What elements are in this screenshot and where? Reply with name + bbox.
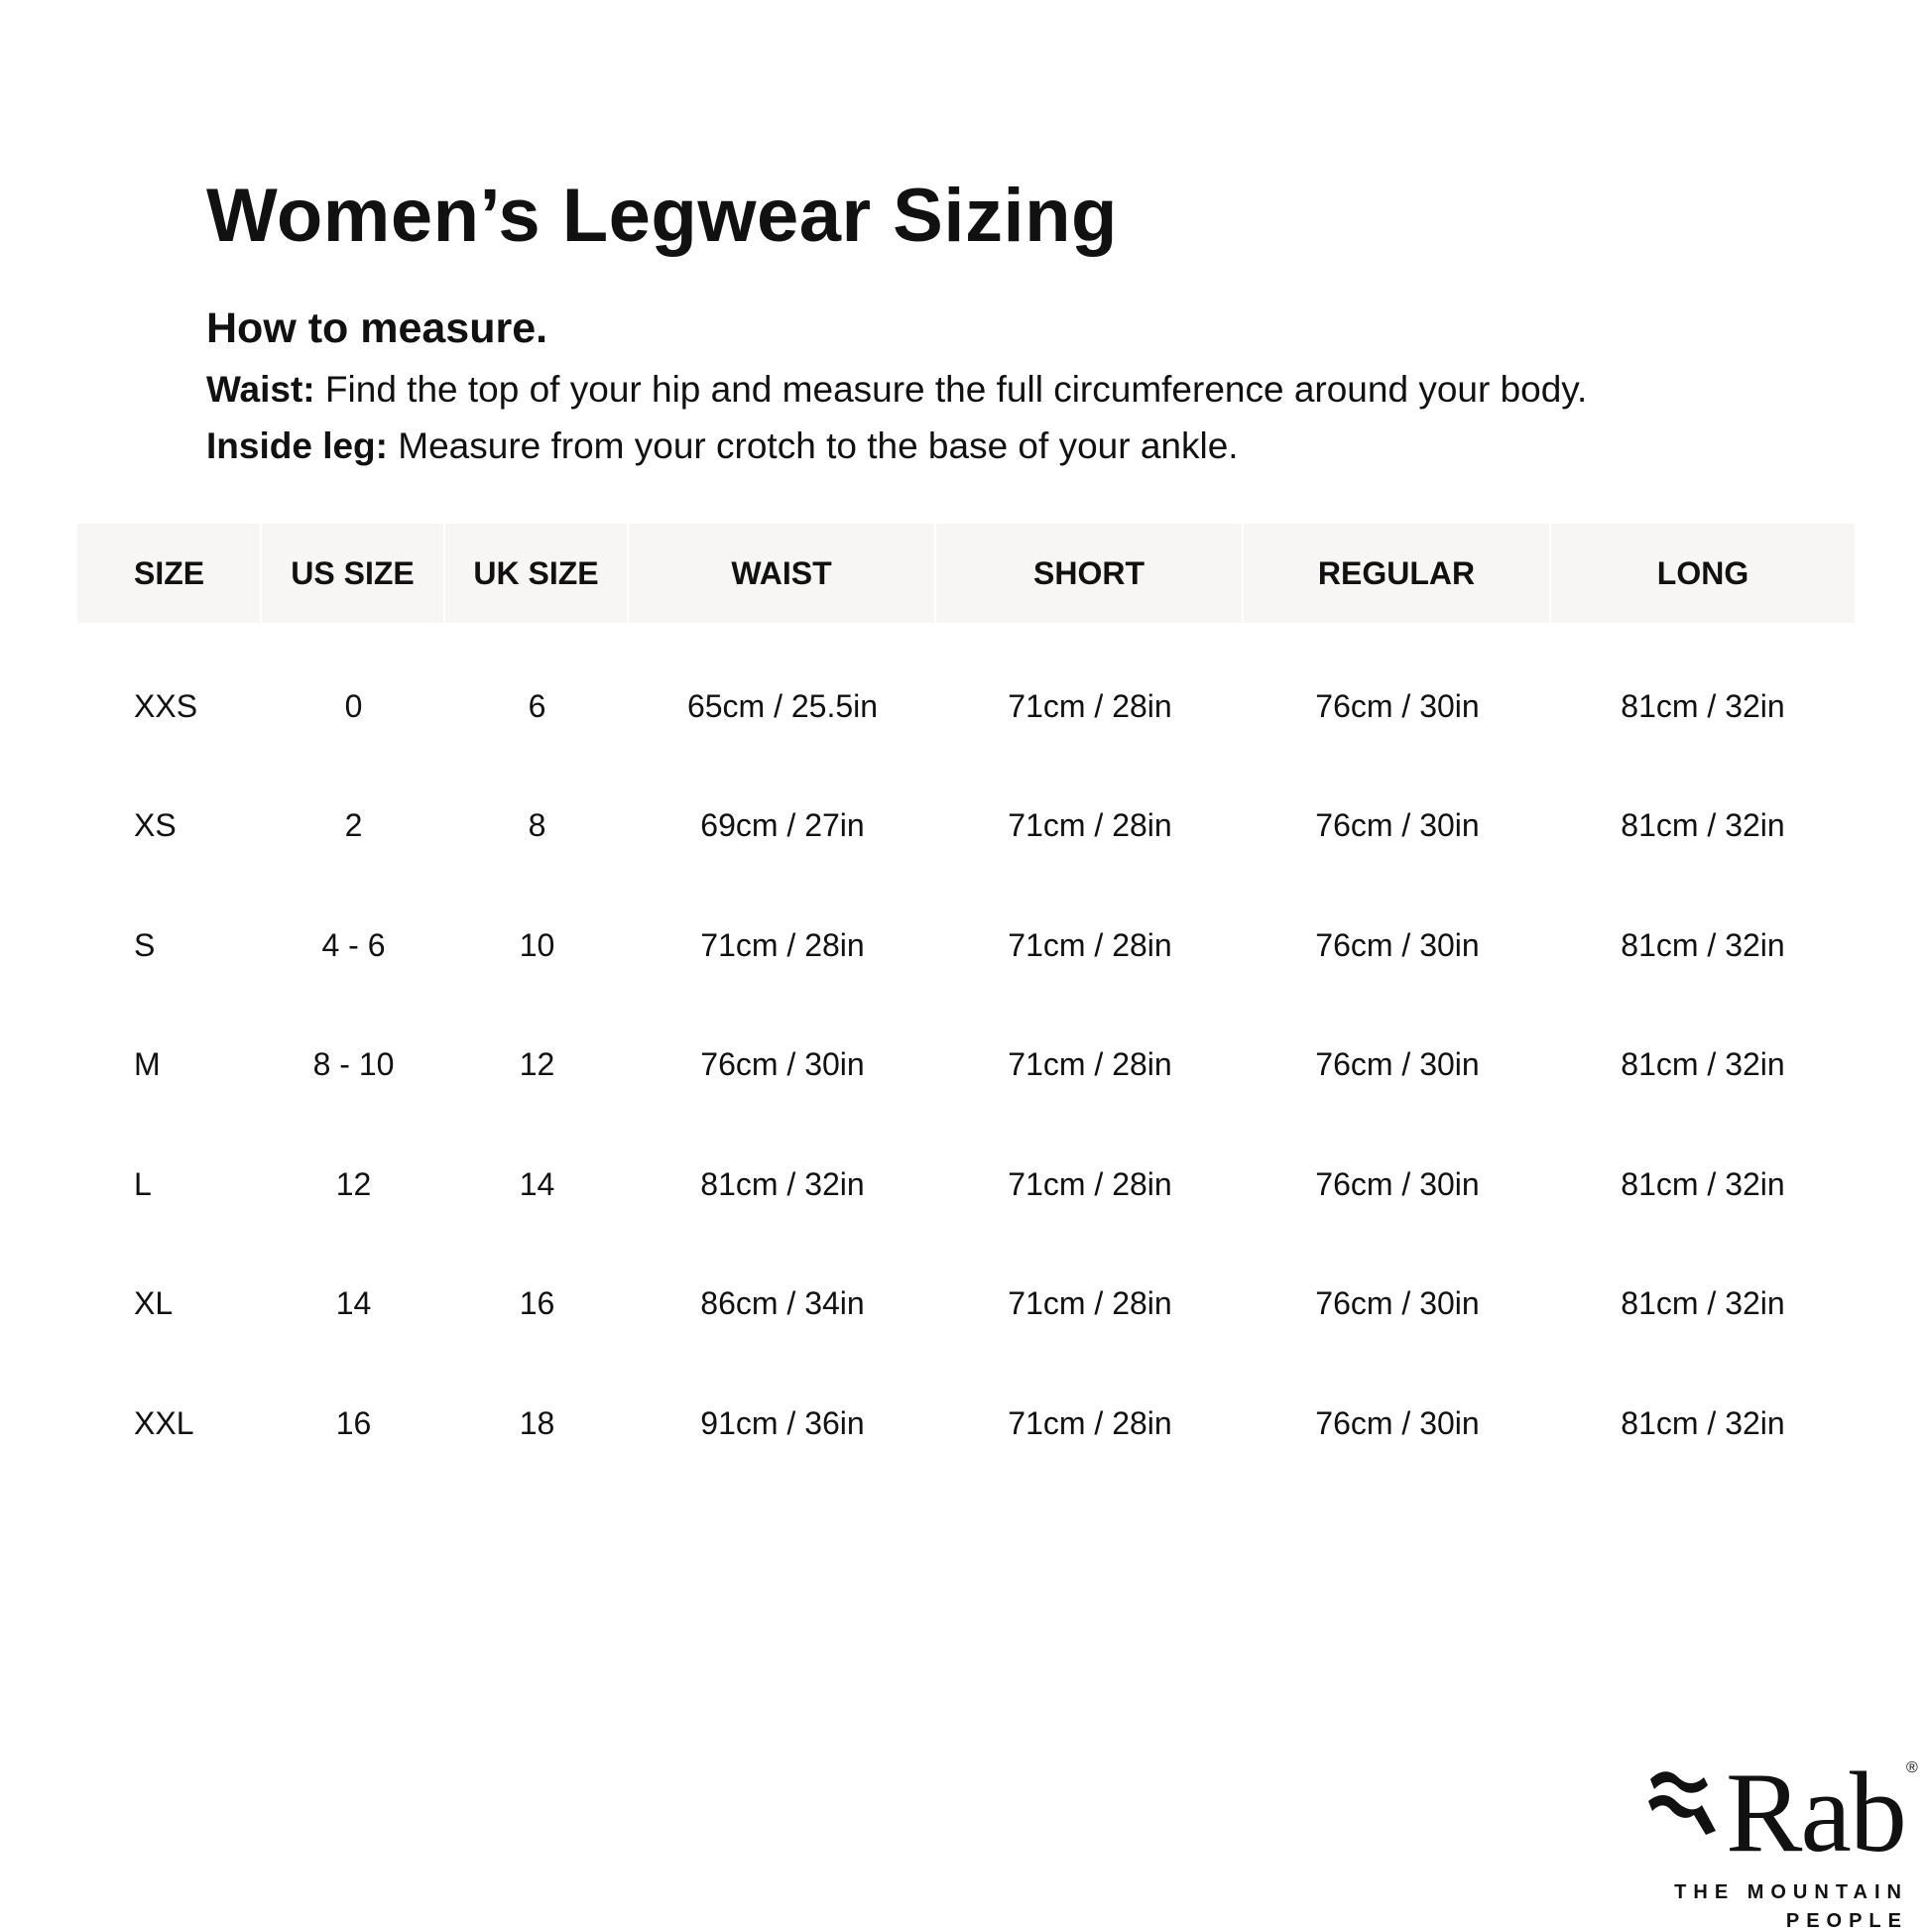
cell-size: XL bbox=[134, 1285, 174, 1322]
how-to-measure-heading: How to measure. bbox=[206, 304, 548, 352]
cell-short: 71cm / 28in bbox=[1008, 1046, 1172, 1083]
table-row bbox=[77, 623, 1855, 767]
table-row bbox=[77, 1245, 1855, 1365]
cell-waist: 71cm / 28in bbox=[700, 926, 865, 963]
header-row bbox=[77, 524, 1855, 623]
inside-leg-instruction-text: Measure from your crotch to the base of your ankle. bbox=[387, 425, 1239, 466]
column-header-us-size: US SIZE bbox=[262, 524, 445, 623]
cell-uk-size: 14 bbox=[519, 1165, 555, 1202]
cell-waist: 69cm / 27in bbox=[700, 807, 865, 844]
rab-logo bbox=[1646, 1750, 1928, 1932]
size-table-body bbox=[77, 623, 1855, 1484]
cell-us-size: 8 - 10 bbox=[312, 1046, 395, 1083]
cell-size: XS bbox=[134, 807, 177, 844]
cell-short: 71cm / 28in bbox=[1008, 1285, 1172, 1322]
page-title: Women’s Legwear Sizing bbox=[206, 174, 1118, 258]
cell-uk-size: 16 bbox=[519, 1285, 555, 1322]
cell-regular: 76cm / 30in bbox=[1315, 1046, 1480, 1083]
table-row bbox=[77, 1006, 1855, 1126]
waist-instruction-text: Find the top of your hip and measure the full circumference around your body. bbox=[314, 369, 1588, 410]
column-header-short: SHORT bbox=[936, 524, 1244, 623]
column-header-regular: REGULAR bbox=[1244, 524, 1551, 623]
cell-us-size: 2 bbox=[344, 807, 363, 844]
cell-us-size: 14 bbox=[335, 1285, 372, 1322]
cell-short: 71cm / 28in bbox=[1008, 807, 1172, 844]
cell-uk-size: 12 bbox=[519, 1046, 555, 1083]
cell-size: XXS bbox=[134, 687, 198, 724]
cell-waist: 91cm / 36in bbox=[700, 1404, 865, 1441]
cell-uk-size: 10 bbox=[519, 926, 555, 963]
column-header-waist: WAIST bbox=[629, 524, 936, 623]
table-row bbox=[77, 1364, 1855, 1484]
cell-waist: 76cm / 30in bbox=[700, 1046, 865, 1083]
cell-size: XXL bbox=[134, 1404, 194, 1441]
cell-us-size: 12 bbox=[335, 1165, 372, 1202]
cell-long: 81cm / 32in bbox=[1621, 1046, 1785, 1083]
cell-regular: 76cm / 30in bbox=[1315, 1165, 1480, 1202]
cell-us-size: 4 - 6 bbox=[321, 926, 386, 963]
table-row bbox=[77, 886, 1855, 1006]
waist-instruction-label: Waist: bbox=[206, 369, 315, 410]
cell-regular: 76cm / 30in bbox=[1315, 1404, 1480, 1441]
column-header-size: SIZE bbox=[77, 524, 262, 623]
size-table bbox=[77, 524, 1855, 1484]
cell-long: 81cm / 32in bbox=[1621, 1165, 1785, 1202]
column-header-long: LONG bbox=[1551, 524, 1855, 623]
cell-uk-size: 8 bbox=[528, 807, 546, 844]
column-header-uk-size: UK SIZE bbox=[445, 524, 629, 623]
cell-long: 81cm / 32in bbox=[1621, 807, 1785, 844]
cell-short: 71cm / 28in bbox=[1008, 1404, 1172, 1441]
cell-waist: 86cm / 34in bbox=[700, 1285, 865, 1322]
table-row bbox=[77, 767, 1855, 887]
tagline-line-1: THE MOUNTAIN bbox=[1674, 1881, 1908, 1903]
cell-regular: 76cm / 30in bbox=[1315, 1285, 1480, 1322]
cell-short: 71cm / 28in bbox=[1008, 1165, 1172, 1202]
cell-uk-size: 18 bbox=[519, 1404, 555, 1441]
cell-uk-size: 6 bbox=[528, 687, 546, 724]
rab-wordmark: Rab bbox=[1726, 1750, 1905, 1876]
cell-long: 81cm / 32in bbox=[1621, 687, 1785, 724]
table-row bbox=[77, 1125, 1855, 1245]
waist-instruction bbox=[206, 371, 1587, 408]
inside-leg-instruction-label: Inside leg: bbox=[206, 425, 388, 466]
cell-waist: 65cm / 25.5in bbox=[686, 687, 879, 724]
registered-mark: ® bbox=[1906, 1759, 1918, 1776]
cell-us-size: 0 bbox=[344, 687, 363, 724]
cell-short: 71cm / 28in bbox=[1008, 687, 1172, 724]
size-table-header bbox=[77, 524, 1855, 623]
cell-regular: 76cm / 30in bbox=[1315, 807, 1480, 844]
cell-long: 81cm / 32in bbox=[1621, 1285, 1785, 1322]
tagline-line-2: PEOPLE bbox=[1785, 1910, 1908, 1932]
cell-size: S bbox=[134, 926, 156, 963]
cell-size: M bbox=[134, 1046, 161, 1083]
cell-size: L bbox=[134, 1165, 152, 1202]
inside-leg-instruction bbox=[206, 427, 1239, 464]
cell-waist: 81cm / 32in bbox=[700, 1165, 865, 1202]
cell-regular: 76cm / 30in bbox=[1315, 926, 1480, 963]
cell-us-size: 16 bbox=[335, 1404, 372, 1441]
cell-long: 81cm / 32in bbox=[1621, 1404, 1785, 1441]
rab-wave-icon bbox=[1646, 1765, 1726, 1845]
cell-regular: 76cm / 30in bbox=[1315, 687, 1480, 724]
cell-short: 71cm / 28in bbox=[1008, 926, 1172, 963]
cell-long: 81cm / 32in bbox=[1621, 926, 1785, 963]
